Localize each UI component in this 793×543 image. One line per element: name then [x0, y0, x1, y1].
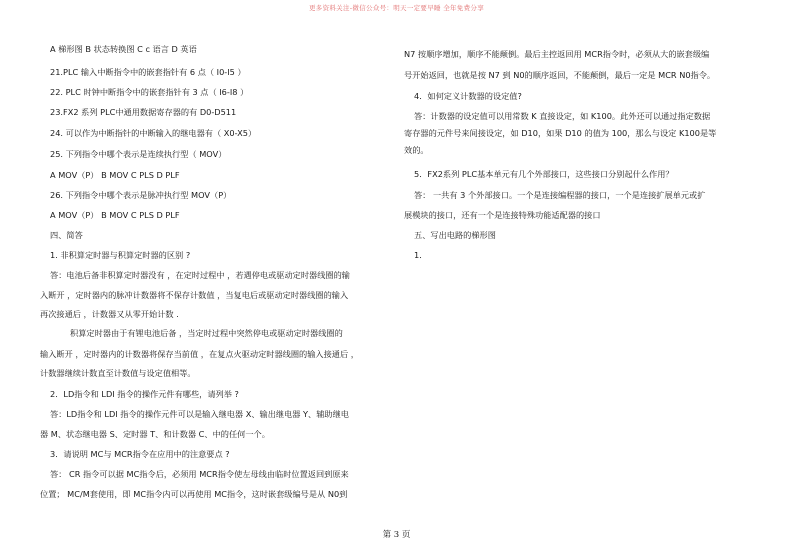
text-line: 25. 下列指令中哪个表示是连续执行型（ MOV） — [50, 149, 227, 159]
text-line: A MOV（P） B MOV C PLS D PLF — [50, 170, 180, 180]
question-line: 3．请说明 MC与 MCR指令在应用中的注意要点 ? — [50, 449, 230, 459]
text-line: 24. 可以作为中断指针的中断输入的继电器有（ X0-X5） — [50, 128, 257, 138]
text-line: 寄存器的元件号来间接设定，如 D10，如果 D10 的值为 100，那么与设定 K100是等 — [404, 128, 717, 138]
question-line: 1． — [414, 250, 428, 260]
text-line: 答： CR 指令可以据 MC指令后，必须用 MCR指令使左母线由临时位置返回到原来 — [50, 469, 349, 479]
text-line: 计数器继续计数直至计数值与设定值相等。 — [40, 368, 196, 378]
text-line: 答：LD指令和 LDI 指令的操作元件可以是输入继电器 X、输出继电器 Y、辅助继电 — [50, 409, 349, 419]
watermark-text: 更多资料关注-微信公众号：明天一定要早睡 全年免费分享 — [308, 4, 484, 12]
text-line: 答：计数器的设定值可以用常数 K 直接设定，如 K100。此外还可以通过指定数据 — [414, 111, 711, 121]
text-line: 22. PLC 时钟中断指令中的嵌套指针有 3 点（ I6-I8 ） — [50, 87, 249, 97]
text-line: 积算定时器由于有锂电池后备 ，当定时过程中突然停电或驱动定时器线圈的 — [70, 328, 343, 338]
text-line: A MOV（P） B MOV C PLS D PLF — [50, 210, 180, 220]
question-line: 4．如何定义计数器的设定值? — [414, 91, 522, 101]
text-line: 展模块的接口，还有一个是连接特殊功能适配器的接口 — [404, 210, 601, 220]
question-line: 5．FX2系列 PLC基本单元有几个外部接口，这些接口分别起什么作用？ — [414, 169, 674, 179]
text-line: 23.FX2 系列 PLC中通用数据寄存器的有 D0-D511 — [50, 107, 237, 117]
text-line: N7 按顺序增加，顺序不能颠倒。最后主控返回用 MCR指令时，必须从大的嵌套级编 — [404, 49, 710, 59]
text-line: 输入断开 ，定时器内的计数器将保存当前值 ，在复点火驱动定时器线圈的输入接通后 ， — [40, 349, 359, 359]
question-line: 1. 非积算定时器与积算定时器的区别 ? — [50, 250, 191, 260]
text-line: 效的。 — [404, 145, 429, 155]
text-line: 位置； MC/M套使用，即 MC指令内可以再使用 MC指令，这时嵌套级编号是从 N0到 — [40, 489, 348, 499]
text-line: A 梯形图 B 状态转换图 C c 语言 D 英语 — [50, 44, 197, 54]
text-line: 21.PLC 输入中断指令中的嵌套指针有 6 点（ I0-I5 ） — [50, 67, 246, 77]
text-line: 答：电池后备非积算定时器没有 ，在定时过程中 ，若遇停电或驱动定时器线圈的输 — [50, 270, 350, 280]
page-number: 第 3 页 — [382, 530, 411, 540]
text-line: 答： 一共有 3 个外部接口。一个是连接编程器的接口，一个是连接扩展单元或扩 — [414, 190, 706, 200]
question-line: 2．LD指令和 LDI 指令的操作元件有哪些，请列举 ? — [50, 389, 239, 399]
text-line: 器 M、状态继电器 S、定时器 T、和计数器 C、中的任何一个。 — [40, 429, 270, 439]
section-heading: 四、简答 — [50, 230, 83, 240]
text-line: 入断开 ，定时器内的脉冲计数器将不保存计数值 ，当复电后或驱动定时器线圈的输入 — [40, 290, 349, 300]
text-line: 号开始返回，也就是按 N7 到 N0的顺序返回，不能颠倒，最后一定是 MCR N0指令。 — [404, 70, 716, 80]
text-line: 26. 下列指令中哪个表示是脉冲执行型 MOV（P） — [50, 190, 232, 200]
text-line: 再次接通后 ，计数器又从零开始计数 . — [40, 309, 179, 319]
section-heading: 五、写出电路的梯形图 — [414, 230, 496, 240]
